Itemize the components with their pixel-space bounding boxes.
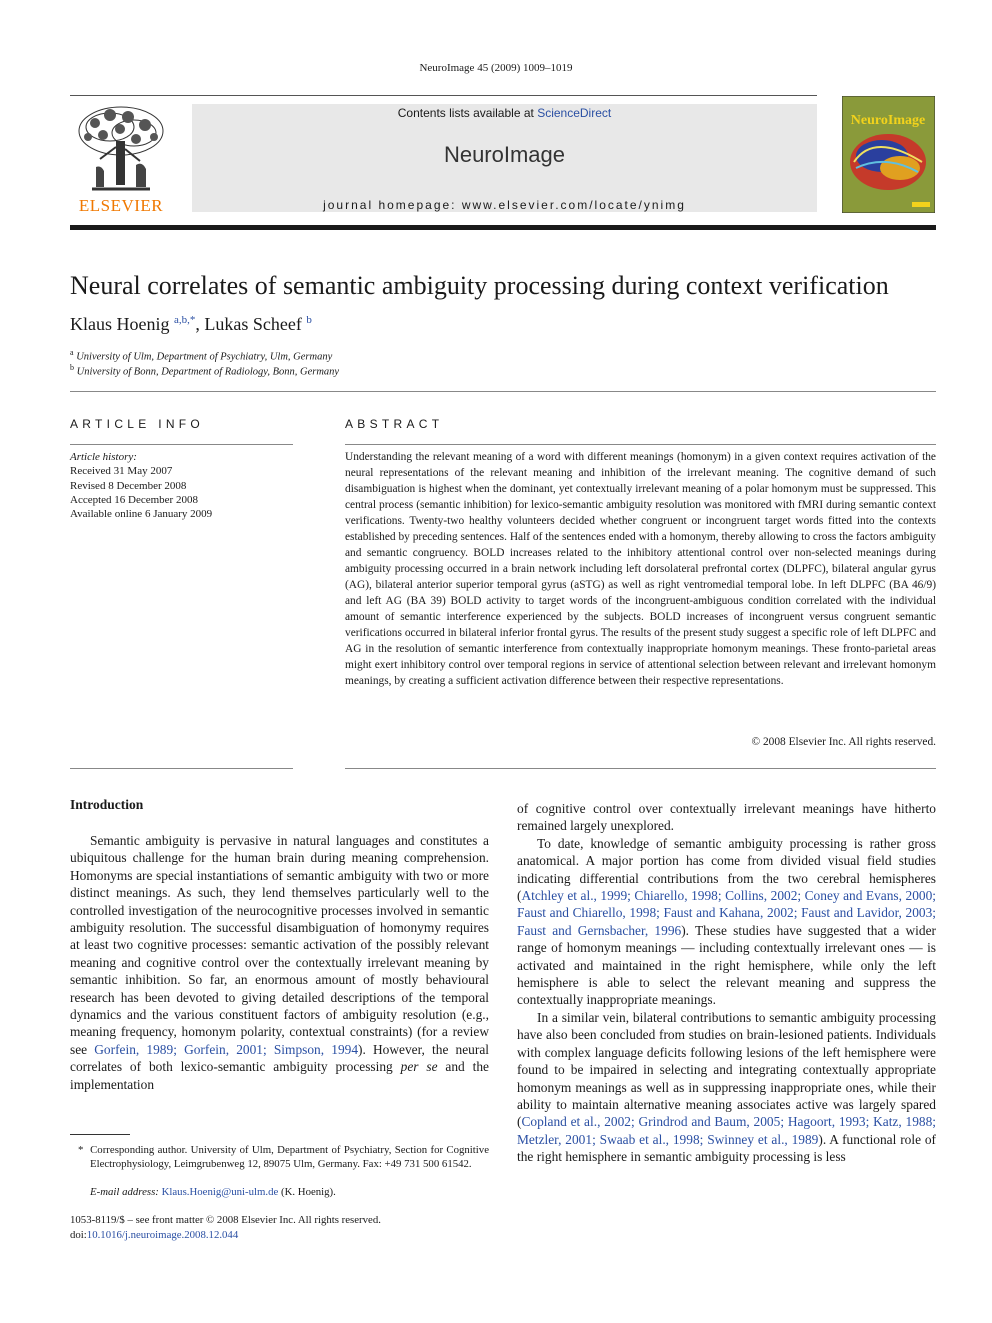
journal-homepage[interactable]: journal homepage: www.elsevier.com/locate/ynimg — [323, 198, 686, 212]
running-head: NeuroImage 45 (2009) 1009–1019 — [419, 62, 573, 74]
paragraph — [517, 835, 936, 1009]
author-affil-mark[interactable]: a,b,* — [173, 314, 196, 326]
paragraph — [70, 832, 489, 1093]
front-matter — [70, 1213, 381, 1243]
abstract-rule — [345, 444, 936, 445]
article-info-end-rule — [70, 768, 293, 769]
contents-line — [192, 106, 817, 120]
banner-rule — [70, 95, 817, 96]
history-online: Available online 6 January 2009 — [70, 508, 213, 521]
affiliation-text: University of Bonn, Department of Radiology, Bonn, Germany — [76, 366, 340, 378]
paragraph-text: Semantic ambiguity is pervasive in natural languages and constitutes a ubiquitous challenge for the human brain during meaning comprehension. Homonyms are special instantiations of semantic ambiguity with two or more distinct meanings. As such, they lend themselves particularly well to the controlled investigation of the neurocognitive processes involved in semantic ambiguity resolution. The successful disambiguation of homonymy requires at least two cognitive processes: semantic activation of the possibly relevant meaning and cognitive control over the contextually irrelevant meaning by semantic inhibition. So far, an enormous amount of mostly behavioural research has been devoted to giving detailed descriptions of the temporal dynamics and the various constituent factors of ambiguity resolution (e.g., meaning frequency, homonym polarity, contextual constraints) (for a review see — [70, 833, 489, 1057]
sciencedirect-link[interactable]: ScienceDirect — [537, 106, 612, 120]
abstract-copyright: © 2008 Elsevier Inc. All rights reserved. — [751, 736, 936, 748]
publisher-name: ELSEVIER — [78, 196, 164, 215]
abstract-heading: ABSTRACT — [345, 417, 444, 431]
article-title: Neural correlates of semantic ambiguity processing during context verification — [70, 271, 889, 300]
journal-cover[interactable] — [842, 96, 935, 213]
affiliation — [70, 363, 339, 378]
elsevier-tree-logo-icon — [70, 103, 172, 195]
svg-text:NeuroImage: NeuroImage — [850, 113, 926, 128]
paragraph-text: ). However, the neural correlates of both lexico-semantic ambiguity processing — [70, 1041, 490, 1075]
paragraph-text: and the implementation — [70, 1059, 489, 1092]
email-line — [90, 1186, 336, 1198]
publisher-logo[interactable] — [70, 103, 172, 215]
contents-prefix: Contents lists available at — [397, 106, 534, 120]
affiliation-mark: b — [70, 363, 74, 372]
email-label: E-mail address: — [90, 1186, 159, 1198]
email-link[interactable]: Klaus.Hoenig@uni-ulm.de — [161, 1186, 279, 1198]
email-owner: (K. Hoenig). — [280, 1186, 336, 1198]
header-rule — [70, 225, 936, 230]
abstract-end-rule — [345, 768, 936, 769]
paragraph — [517, 1009, 936, 1166]
footnote-rule — [70, 1134, 130, 1135]
body-column-left — [70, 832, 489, 1093]
author-affil-mark[interactable]: b — [306, 314, 312, 326]
history-accepted: Accepted 16 December 2008 — [70, 493, 198, 506]
paragraph-text: ). A functional role of the right hemisphere in semantic ambiguity processing is less — [517, 1131, 936, 1165]
citation-link[interactable]: Atchley et al., 1999; Chiarello, 1998; Collins, 2002; Coney and Evans, 2000; Faust and Chiarello, 1998; Faust and Kahana, 2002; Faust and Lavidor, 2003; Faust and Gernsbacher, 1996 — [517, 888, 936, 938]
section-rule — [70, 391, 936, 392]
article-info-heading: ARTICLE INFO — [70, 417, 205, 431]
author-list: Klaus Hoenig $^{a,b,*}$, Lukas Scheef $^b$ — [70, 314, 312, 334]
paragraph: of cognitive control over contextually irrelevant meanings have hitherto remained largely unexplored. — [517, 801, 936, 834]
history-revised: Revised 8 December 2008 — [70, 479, 187, 492]
paragraph-text: ). These studies have suggested that a wider range of homonym meanings — including contextually irrelevant ones — is activated and maintained in the right hemisphere, while only the left hemisphere is able to select the relevant meaning and suppress the contextually inappropriate meanings. — [517, 922, 936, 1008]
footnote — [70, 1143, 489, 1171]
article-history — [70, 450, 293, 521]
author-name: Lukas Scheef — [204, 314, 302, 334]
affiliation-mark: a — [70, 348, 74, 357]
italic-term: per se — [400, 1059, 438, 1075]
paragraph-text: To date, knowledge of semantic ambiguity processing is rather gross anatomical. A major portion has come from divided visual field studies indicating differential contributions from the two cerebral hemispheres ( — [517, 835, 936, 904]
citation-link[interactable]: Gorfein, 1989; Gorfein, 2001; Simpson, 1994 — [94, 1041, 359, 1057]
doi-line — [70, 1228, 381, 1243]
body-column-right — [517, 800, 936, 1166]
doi-label: doi: — [70, 1229, 87, 1241]
article-info-rule — [70, 444, 293, 445]
section-heading-introduction: Introduction — [70, 797, 144, 812]
author-name: Klaus Hoenig — [70, 314, 170, 334]
citation-link[interactable]: Copland et al., 2002; Grindrod and Baum, 2005; Hagoort, 1993; Katz, 1988; Metzler, 2001; Swaab et al., 1998; Swinney et al., 1989 — [517, 1114, 936, 1147]
affiliation-text: University of Ulm, Department of Psychiatry, Ulm, Germany — [76, 351, 333, 363]
footnote-mark: * — [78, 1144, 84, 1156]
history-label: Article history: — [70, 451, 137, 463]
paragraph-text: In a similar vein, bilateral contributions to semantic ambiguity processing have also been concluded from studies on brain-lesioned patients. Individuals with complex language deficits following lesions of the left hemisphere were found to be impaired in selecting and integrating contextually appropriate homonym meanings as well as in suppressing inappropriate ones, while their ability to maintain alternative meaning associates active was largely spared ( — [517, 1009, 936, 1130]
history-received: Received 31 May 2007 — [70, 465, 173, 478]
abstract-body: Understanding the relevant meaning of a word with different meanings (homonym) in a given context requires activation of the neural representations of the relevant meaning and inhibition of the irrelevant meaning. The cognitive demand of such disambiguation is highest when the dominant, yet contextually irrelevant meaning of a polar homonym must be suppressed. This central process (semantic inhibition) for lexico-semantic ambiguity resolution was monitored with fMRI during semantic context verifications. Twenty-two healthy volunteers decided whether congruent or incongruent target words fitted into the contexts established by preceding sentences. Half of the sentences ended with a homonym, thereby allowing to cross the factors ambiguity and semantic congruency. BOLD increases related to the inhibitory attentional control over non-selected meanings during ambiguity processing occurred in a brain network including left dorsolateral prefrontal cortex (DLPFC), bilateral angular gyrus (AG), bilateral anterior superior temporal gyrus (aSTG) as well as right ventromedial temporal lobe. In left DLPFC (BA 46/9) and left AG (BA 39) BOLD activity to target words of the incongruent-ambiguous condition correlated with the individual amount of semantic interference experienced by the subjects. BOLD increases of incongruent versus congruent semantic verifications occurred in bilateral inferior frontal gyrus. The results of the present study suggest a specific role of left DLPFC and AG in the resolution of semantic interference from contextually inappropriate homonym meanings. These fronto-parietal areas might exert inhibitory control over temporal regions in service of attentional selection between relevant and irrelevant homonym meanings, by creating a sufficient activation difference between their respective representations. — [345, 451, 936, 687]
issn-line: 1053-8119/$ – see front matter © 2008 Elsevier Inc. All rights reserved. — [70, 1214, 381, 1226]
corresponding-author-note — [70, 1143, 489, 1171]
doi-link[interactable]: 10.1016/j.neuroimage.2008.12.044 — [86, 1229, 239, 1241]
journal-cover-brain-icon — [842, 96, 935, 213]
affiliation — [70, 348, 332, 363]
footnote-text: Corresponding author. University of Ulm, Department of Psychiatry, Section for Cognitive Electrophysiology, Leimgrubenweg 12, 89075 Ulm, Germany. Fax: +49 731 500 61542. — [90, 1144, 490, 1170]
journal-name: NeuroImage — [443, 142, 566, 167]
